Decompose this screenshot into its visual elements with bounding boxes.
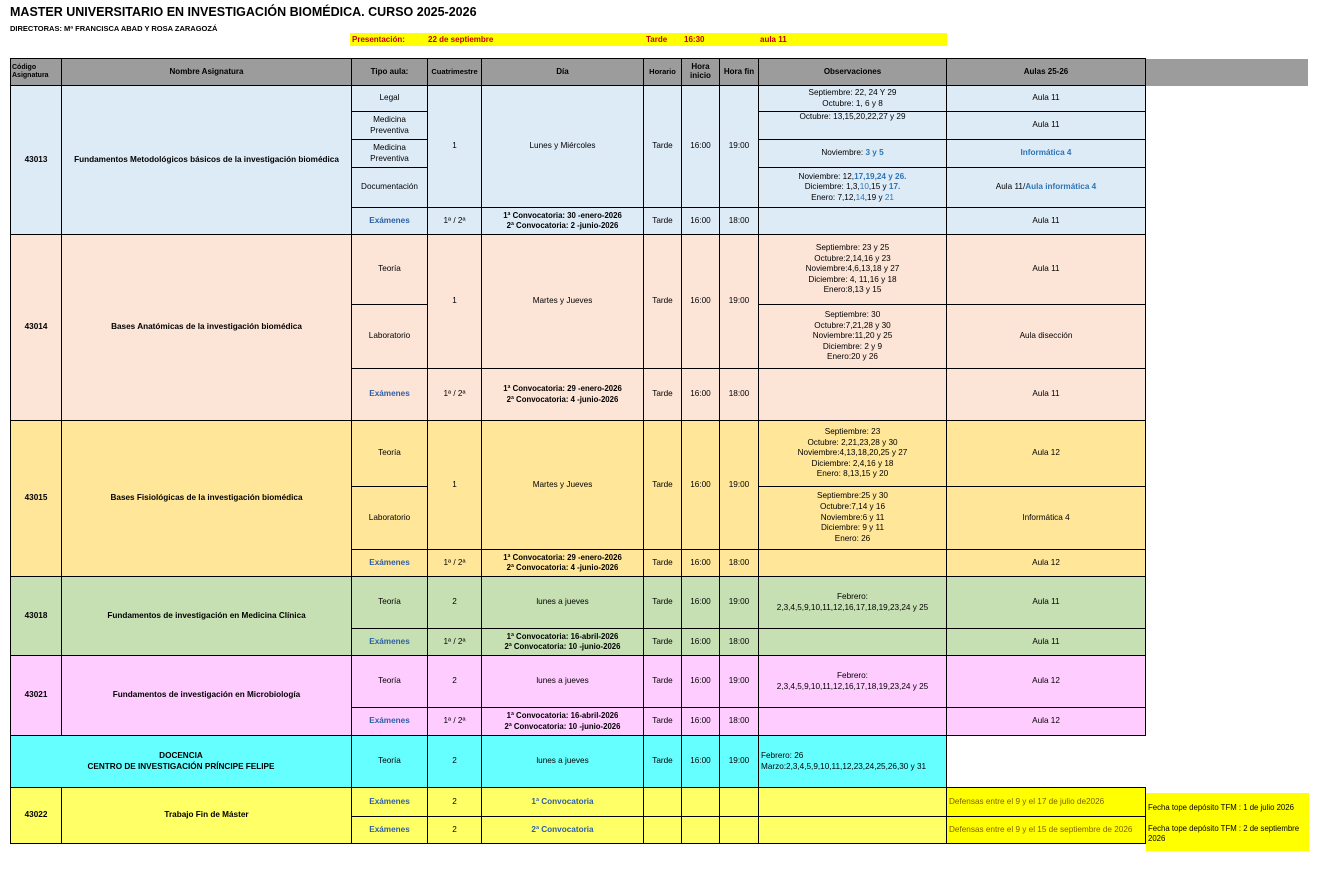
presentation-shift: Tarde xyxy=(646,35,668,44)
day: lunes a jueves xyxy=(482,577,644,629)
exam-dates: 1ª Convocatoria: 16-abril-2026 2ª Convocatoria: 10 -junio-2026 xyxy=(482,708,644,736)
end-time: 19:00 xyxy=(720,577,759,629)
room: Aula 11 xyxy=(947,235,1146,305)
term: 2 xyxy=(428,736,482,788)
room: Aula 12 xyxy=(947,550,1146,577)
header-schedule: Horario xyxy=(644,59,682,86)
exam-term: 1ª / 2ª xyxy=(428,208,482,235)
room-type: Legal xyxy=(352,86,428,112)
header-notes: Observaciones xyxy=(759,59,947,86)
term: 1 xyxy=(428,421,482,550)
schedule: Tarde xyxy=(644,86,682,208)
schedule xyxy=(644,788,682,817)
room-type: Documentación xyxy=(352,168,428,208)
start-time: 16:00 xyxy=(682,577,720,629)
exam-term: 1ª / 2ª xyxy=(428,550,482,577)
room xyxy=(947,736,1146,788)
header-code: Código Asignatura xyxy=(11,59,62,86)
start-time: 16:00 xyxy=(682,421,720,550)
room-type: Laboratorio xyxy=(352,487,428,550)
table-row xyxy=(11,788,1309,817)
header-spacer xyxy=(1146,59,1309,86)
exam-label: Exámenes xyxy=(352,550,428,577)
table-row xyxy=(11,421,1309,487)
day: lunes a jueves xyxy=(482,656,644,708)
room: Aula 11 xyxy=(947,369,1146,421)
exam-label: Exámenes xyxy=(352,208,428,235)
term: 2 xyxy=(428,577,482,629)
day: Martes y Jueves xyxy=(482,235,644,369)
end-time: 19:00 xyxy=(720,86,759,208)
header-day: Día xyxy=(482,59,644,86)
room-type: Medicina Preventiva xyxy=(352,140,428,168)
end-time: 18:00 xyxy=(720,550,759,577)
subject-name: Trabajo Fin de Máster xyxy=(62,788,352,844)
table-row xyxy=(11,235,1309,305)
room: Informática 4 xyxy=(947,140,1146,168)
end-time xyxy=(720,817,759,844)
observations xyxy=(759,788,947,817)
observations: Octubre: 13,15,20,22,27 y 29 xyxy=(759,112,947,140)
table-row xyxy=(11,86,1309,112)
table-header-row xyxy=(11,59,1309,86)
observations xyxy=(759,629,947,656)
start-time: 16:00 xyxy=(682,629,720,656)
day: lunes a jueves xyxy=(482,736,644,788)
start-time: 16:00 xyxy=(682,86,720,208)
observations: Febrero: 2,3,4,5,9,10,11,12,16,17,18,19,23,24 y 25 xyxy=(759,656,947,708)
header-name: Nombre Asignatura xyxy=(62,59,352,86)
observations xyxy=(759,369,947,421)
term: 2 xyxy=(428,656,482,708)
observations xyxy=(759,208,947,235)
presentation-room: aula 11 xyxy=(760,35,787,44)
presentation-banner xyxy=(350,33,947,46)
observations: Febrero: 2,3,4,5,9,10,11,12,16,17,18,19,23,24 y 25 xyxy=(759,577,947,629)
room: Aula disección xyxy=(947,305,1146,369)
end-time: 19:00 xyxy=(720,421,759,550)
exam-dates: 1ª Convocatoria: 29 -enero-2026 2ª Convocatoria: 4 -junio-2026 xyxy=(482,369,644,421)
start-time: 16:00 xyxy=(682,656,720,708)
table-row xyxy=(11,656,1309,708)
subject-name: Bases Fisiológicas de la investigación biomédica xyxy=(62,421,352,577)
observations: Noviembre: 12,17,19,24 y 26. Diciembre: 1,3,10,15 y 17. Enero: 7,12,14,19 y 21 xyxy=(759,168,947,208)
tfm-deadline-1: Fecha tope depósito TFM : 1 de julio 2026 xyxy=(1146,793,1309,822)
table-row xyxy=(11,577,1309,629)
presentation-label: Presentación: xyxy=(352,35,405,44)
subject-code: 43022 xyxy=(11,788,62,844)
observations xyxy=(759,708,947,736)
end-time: 18:00 xyxy=(720,708,759,736)
day: Martes y Jueves xyxy=(482,421,644,550)
directors-line: DIRECTORAS: Mª FRANCISCA ABAD Y ROSA ZARAGOZÁ xyxy=(10,24,218,33)
room: Aula 12 xyxy=(947,421,1146,487)
observations: Septiembre:25 y 30 Octubre:7,14 y 16 Noviembre:6 y 11 Diciembre: 9 y 11 Enero: 26 xyxy=(759,487,947,550)
room-type: Teoría xyxy=(352,577,428,629)
observations xyxy=(759,817,947,844)
exam-dates: 1ª Convocatoria: 16-abril-2026 2ª Convocatoria: 10 -junio-2026 xyxy=(482,629,644,656)
room: Aula 11 xyxy=(947,208,1146,235)
room-type: Laboratorio xyxy=(352,305,428,369)
table-row xyxy=(11,736,1309,788)
observations: Septiembre: 23 y 25 Octubre:2,14,16 y 23 Noviembre:4,6,13,18 y 27 Diciembre: 4, 11,16 y 18 Enero:8,13 y 15 xyxy=(759,235,947,305)
presentation-time: 16:30 xyxy=(684,35,705,44)
term: 1 xyxy=(428,86,482,208)
observations: Febrero: 26 Marzo:2,3,4,5,9,10,11,12,23,24,25,26,30 y 31 xyxy=(759,736,947,788)
schedule: Tarde xyxy=(644,421,682,550)
subject-name: Fundamentos de investigación en Microbiología xyxy=(62,656,352,736)
start-time xyxy=(682,788,720,817)
room: Aula 11 xyxy=(947,112,1146,140)
start-time: 16:00 xyxy=(682,208,720,235)
observations: Noviembre: 3 y 5 xyxy=(759,140,947,168)
defense-dates: Defensas entre el 9 y el 15 de septiembre de 2026 xyxy=(947,817,1146,844)
subject-name: Fundamentos Metodológicos básicos de la investigación biomédica xyxy=(62,86,352,235)
exam-dates: 1ª Convocatoria: 29 -enero-2026 2ª Convocatoria: 4 -junio-2026 xyxy=(482,550,644,577)
schedule: Tarde xyxy=(644,369,682,421)
room-type: Teoría xyxy=(352,736,428,788)
start-time: 16:00 xyxy=(682,235,720,369)
exam-label: Exámenes xyxy=(352,629,428,656)
end-time: 18:00 xyxy=(720,369,759,421)
exam-label: Exámenes xyxy=(352,708,428,736)
room: Aula 11 xyxy=(947,577,1146,629)
header-term: Cuatrimestre xyxy=(428,59,482,86)
schedule: Tarde xyxy=(644,629,682,656)
schedule: Tarde xyxy=(644,708,682,736)
schedule: Tarde xyxy=(644,208,682,235)
header-type: Tipo aula: xyxy=(352,59,428,86)
schedule: Tarde xyxy=(644,550,682,577)
subject-name: Bases Anatómicas de la investigación biomédica xyxy=(62,235,352,421)
exam-dates: 2ª Convocatoria xyxy=(482,817,644,844)
schedule: Tarde xyxy=(644,736,682,788)
room: Aula 11 xyxy=(947,86,1146,112)
observations: Septiembre: 23 Octubre: 2,21,23,28 y 30 Noviembre:4,13,18,20,25 y 27 Diciembre: 2,4,16 y 18 Enero: 8,13,15 y 20 xyxy=(759,421,947,487)
start-time: 16:00 xyxy=(682,369,720,421)
exam-dates: 1ª Convocatoria: 30 -enero-2026 2ª Convocatoria: 2 -junio-2026 xyxy=(482,208,644,235)
exam-term: 1ª / 2ª xyxy=(428,369,482,421)
schedule xyxy=(644,817,682,844)
subject-name: DOCENCIA CENTRO DE INVESTIGACIÓN PRÍNCIPE FELIPE xyxy=(11,736,352,788)
subject-code: 43018 xyxy=(11,577,62,656)
end-time: 19:00 xyxy=(720,656,759,708)
header-end: Hora fin xyxy=(720,59,759,86)
subject-name: Fundamentos de investigación en Medicina Clínica xyxy=(62,577,352,656)
room-type: Medicina Preventiva xyxy=(352,112,428,140)
term: 2 xyxy=(428,788,482,817)
end-time: 19:00 xyxy=(720,235,759,369)
end-time: 19:00 xyxy=(720,736,759,788)
subject-code: 43014 xyxy=(11,235,62,421)
room-type: Teoría xyxy=(352,656,428,708)
exam-dates: 1ª Convocatoria xyxy=(482,788,644,817)
tfm-deadline-2: Fecha tope depósito TFM : 2 de septiembre 2026 xyxy=(1146,822,1309,851)
room-type: Teoría xyxy=(352,235,428,305)
start-time xyxy=(682,817,720,844)
room: Aula 11/Aula informática 4 xyxy=(947,168,1146,208)
subject-code: 43013 xyxy=(11,86,62,235)
day: Lunes y Miércoles xyxy=(482,86,644,208)
room: Aula 12 xyxy=(947,656,1146,708)
observations: Septiembre: 22, 24 Y 29 Octubre: 1, 6 y 8 xyxy=(759,86,947,112)
exam-label: Exámenes xyxy=(352,369,428,421)
end-time: 18:00 xyxy=(720,629,759,656)
defense-dates: Defensas entre el 9 y el 17 de julio de2026 xyxy=(947,788,1146,817)
subject-code: 43015 xyxy=(11,421,62,577)
observations: Septiembre: 30 Octubre:7,21,28 y 30 Noviembre:11,20 y 25 Diciembre: 2 y 9 Enero:20 y 26 xyxy=(759,305,947,369)
schedule: Tarde xyxy=(644,656,682,708)
schedule: Tarde xyxy=(644,235,682,369)
term: 1 xyxy=(428,235,482,369)
start-time: 16:00 xyxy=(682,550,720,577)
observations xyxy=(759,550,947,577)
room: Aula 11 xyxy=(947,629,1146,656)
exam-label: Exámenes xyxy=(352,788,428,817)
start-time: 16:00 xyxy=(682,736,720,788)
presentation-date: 22 de septiembre xyxy=(428,35,494,44)
header-start: Hora inicio xyxy=(682,59,720,86)
header-rooms: Aulas 25-26 xyxy=(947,59,1146,86)
room: Aula 12 xyxy=(947,708,1146,736)
subject-code: 43021 xyxy=(11,656,62,736)
term: 2 xyxy=(428,817,482,844)
schedule-table xyxy=(10,58,1309,844)
page-title: MASTER UNIVERSITARIO EN INVESTIGACIÓN BIOMÉDICA. CURSO 2025-2026 xyxy=(10,5,477,19)
exam-term: 1ª / 2ª xyxy=(428,708,482,736)
exam-term: 1ª / 2ª xyxy=(428,629,482,656)
end-time xyxy=(720,788,759,817)
room-type: Teoría xyxy=(352,421,428,487)
start-time: 16:00 xyxy=(682,708,720,736)
room: Informática 4 xyxy=(947,487,1146,550)
schedule: Tarde xyxy=(644,577,682,629)
exam-label: Exámenes xyxy=(352,817,428,844)
end-time: 18:00 xyxy=(720,208,759,235)
